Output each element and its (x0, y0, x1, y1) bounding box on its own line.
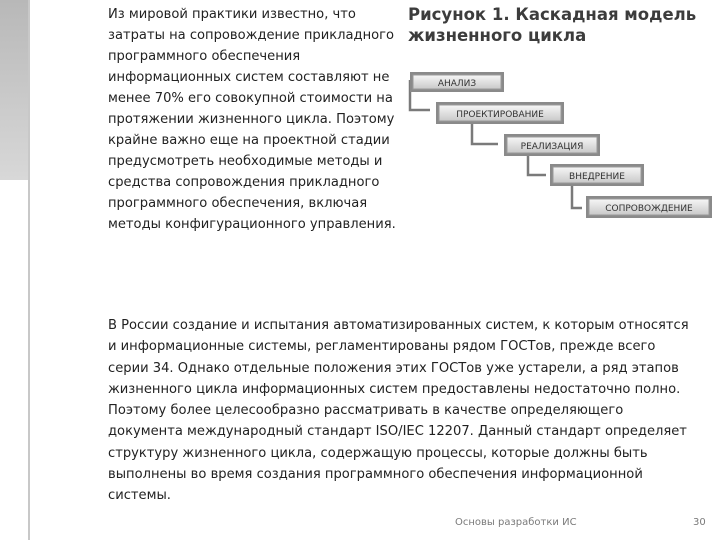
stage-2 (436, 102, 564, 124)
stage-label-3: РЕАЛИЗАЦИЯ (520, 142, 584, 152)
stage-4 (550, 164, 644, 186)
intro-paragraph: Из мировой практики известно, что затраты на сопровождение прикладного программного обеспечения информационных систем составляют не менее 70% его совокупной стоимости на протяжении жизненного цикла. Поэтому крайне важно еще на проектной стадии предусмотреть необходимые методы и средства сопровождения прикладного программного обеспечения, включая методы конфигурационного управления. (108, 7, 396, 232)
stage-label-4: ВНЕДРЕНИЕ (569, 172, 625, 182)
left-decoration-line (28, 0, 30, 540)
stage-label-1: АНАЛИЗ (437, 79, 477, 89)
left-decoration-bar (0, 0, 30, 540)
waterfall-diagram (396, 60, 716, 225)
stage-3 (504, 134, 600, 156)
stage-5 (586, 196, 712, 218)
footer-caption: Основы разработки ИС (455, 517, 577, 528)
stage-label-2: ПРОЕКТИРОВАНИЕ (456, 110, 544, 120)
left-decoration-gradient (0, 0, 30, 180)
page-number: 30 (693, 517, 706, 528)
stage-1 (410, 72, 504, 92)
figure-title: Рисунок 1. Каскадная модель жизненного цикла (408, 5, 697, 45)
standards-paragraph: В России создание и испытания автоматизированных систем, к которым относятся и информационные системы, регламентированы рядом ГОСТов, прежде всего серии 34. Однако отдельные положения этих ГОСТов уже устарели, а ряд этапов жизненного цикла информационных систем предоставлены недостаточно полно. Поэтому более целесообразно рассматривать в качестве определяющего документа международный стандарт ISO/IEC 12207. Данный стандарт определяет структуру жизненного цикла, содержащую процессы, которые должны быть выполнены во время создания программного обеспечения информационной системы. (108, 318, 689, 504)
stage-label-5: СОПРОВОЖДЕНИЕ (605, 204, 693, 214)
